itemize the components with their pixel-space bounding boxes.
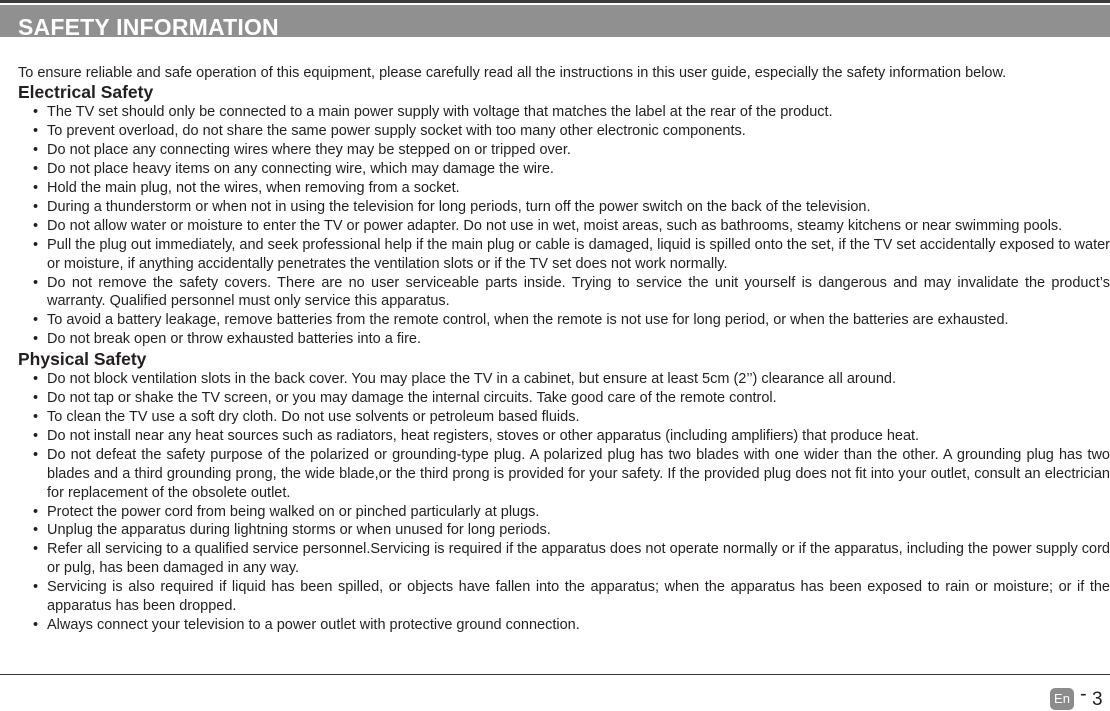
- list-item-text: Do not place any connecting wires where they may be stepped on or tripped over.: [47, 142, 571, 159]
- list-item: [18, 179, 1110, 198]
- bullet-icon: •: [33, 142, 39, 159]
- language-badge: En: [1050, 688, 1074, 710]
- list-item-text: Do not break open or throw exhausted batteries into a fire.: [47, 331, 421, 348]
- list-item-text: Refer all servicing to a qualified service personnel.Servicing is required if the apparatus does not operate normally or if the apparatus, including the power supply cord or pulg, has been damaged in any way.: [47, 541, 1110, 577]
- list-item-text: To prevent overload, do not share the same power supply socket with too many other electronic components.: [47, 123, 746, 140]
- list-item-text: Do not tap or shake the TV screen, or you may damage the internal circuits. Take good care of the remote control.: [47, 390, 777, 407]
- list-item: [18, 274, 1110, 312]
- bullet-icon: •: [33, 503, 39, 520]
- page-number: 3: [1092, 689, 1103, 710]
- list-item-text: Do not allow water or moisture to enter the TV or power adapter. Do not use in wet, moist areas, such as bathrooms, steamy kitchens or near swimming pools.: [47, 217, 1063, 234]
- list-item: [18, 427, 1110, 446]
- bullet-icon: •: [33, 180, 39, 197]
- list-item-text: The TV set should only be connected to a main power supply with voltage that matches the label at the rear of the product.: [47, 104, 833, 121]
- list-item: [18, 521, 1110, 540]
- bullet-icon: •: [33, 312, 39, 329]
- intro-paragraph: To ensure reliable and safe operation of this equipment, please carefully read all the instructions in this user guide, especially the safety information below.: [18, 65, 1007, 81]
- page-title: SAFETY INFORMATION: [18, 14, 279, 37]
- list-item: [18, 236, 1110, 274]
- list-item-text: Protect the power cord from being walked on or pinched particularly at plugs.: [47, 503, 540, 520]
- bullet-icon: •: [33, 123, 39, 140]
- list-item-text: Hold the main plug, not the wires, when removing from a socket.: [47, 180, 460, 197]
- list-item: [18, 198, 1110, 217]
- list-item-text: Always connect your television to a power outlet with protective ground connection.: [47, 616, 580, 633]
- bullet-icon: •: [33, 217, 39, 234]
- list-item-text: Unplug the apparatus during lightning storms or when unused for long periods.: [47, 522, 551, 539]
- list-item: [18, 503, 1110, 522]
- list-item: [18, 616, 1110, 635]
- bullet-icon: •: [33, 409, 39, 425]
- bullet-icon: •: [33, 522, 39, 539]
- list-item: [18, 330, 1110, 349]
- physical-safety-list: [18, 370, 1110, 635]
- section-heading-physical: Physical Safety: [18, 349, 147, 370]
- list-item: [18, 160, 1110, 179]
- list-item: [18, 540, 1110, 578]
- list-item-text: Do not install near any heat sources such as radiators, heat registers, stoves or other apparatus (including amplifiers) that produce heat.: [47, 427, 920, 444]
- list-item-text: Do not remove the safety covers. There are no user serviceable parts inside. Trying to service the unit yourself is dangerous and may invalidate the product’s warranty. Qualified personnel must only service this apparatus.: [47, 274, 1110, 310]
- bullet-icon: •: [33, 541, 39, 558]
- list-item: [18, 578, 1110, 616]
- bullet-icon: •: [33, 446, 39, 463]
- bullet-icon: •: [33, 427, 39, 444]
- title-bar: [0, 5, 1110, 37]
- bullet-icon: •: [33, 579, 39, 596]
- list-item-text: To avoid a battery leakage, remove batteries from the remote control, when the remote is not use for long period, or when the batteries are exhausted.: [47, 312, 1009, 329]
- list-item: [18, 311, 1110, 330]
- bullet-icon: •: [33, 161, 39, 178]
- list-item: [18, 446, 1110, 503]
- list-item-text: Servicing is also required if liquid has been spilled, or objects have fallen into the apparatus; when the apparatus has been exposed to rain or moisture; or if the apparatus has been dropped.: [47, 579, 1110, 615]
- list-item-text: Pull the plug out immediately, and seek professional help if the main plug or cable is damaged, liquid is spilled onto the set, if the TV set accidentally exposed to water or moisture, if anything accidentally penetrates the ventilation slots or if the TV set does not work normally.: [47, 236, 1110, 272]
- footer-rule: [0, 674, 1110, 675]
- list-item-text: During a thunderstorm or when not in using the television for long periods, turn off the power switch on the back of the television.: [47, 198, 871, 215]
- bullet-icon: •: [33, 371, 39, 388]
- list-item: [18, 141, 1110, 160]
- top-rule: [0, 0, 1110, 3]
- page-separator: -: [1080, 683, 1087, 705]
- bullet-icon: •: [33, 104, 39, 121]
- bullet-icon: •: [33, 274, 39, 291]
- list-item-text: Do not block ventilation slots in the back cover. You may place the TV in a cabinet, but ensure at least 5cm (2’’) clearance all around.: [47, 371, 897, 388]
- list-item: [18, 370, 1110, 389]
- bullet-icon: •: [33, 331, 39, 348]
- list-item: [18, 217, 1110, 236]
- bullet-icon: •: [33, 616, 39, 633]
- bullet-icon: •: [33, 198, 39, 215]
- list-item: [18, 103, 1110, 122]
- document-body: [18, 64, 1110, 635]
- section-heading-electrical: Electrical Safety: [18, 82, 154, 103]
- list-item: [18, 389, 1110, 408]
- bullet-icon: •: [33, 390, 39, 407]
- electrical-safety-list: [18, 103, 1110, 349]
- list-item-text: To clean the TV use a soft dry cloth. Do not use solvents or petroleum based fluids.: [47, 409, 580, 425]
- list-item-text: Do not defeat the safety purpose of the polarized or grounding-type plug. A polarized plug has two blades with one wider than the other. A grounding plug has two blades and a third grounding prong, the wide blade,or the third prong is provided for your safety. If the provided plug does not fit into your outlet, consult an electrician for replacement of the obsolete outlet.: [47, 446, 1110, 501]
- list-item: [18, 408, 1110, 427]
- list-item-text: Do not place heavy items on any connecting wire, which may damage the wire.: [47, 161, 554, 178]
- bullet-icon: •: [33, 236, 39, 253]
- list-item: [18, 122, 1110, 141]
